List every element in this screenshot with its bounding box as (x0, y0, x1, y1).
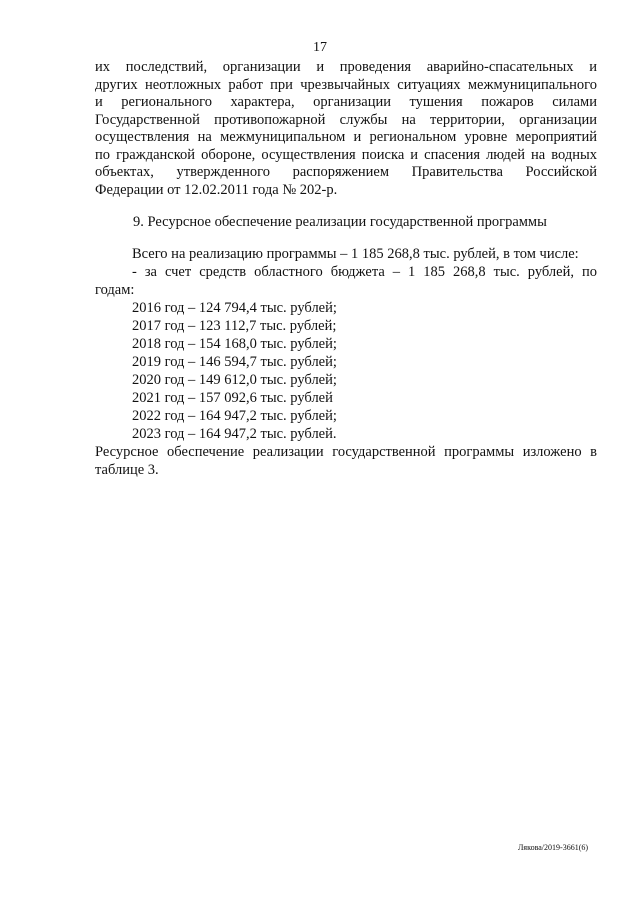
intro-line: других неотложных работ при чрезвычайных ситуациях межмуниципального (95, 76, 597, 93)
funding-total: Всего на реализацию программы – 1 185 268,8 тыс. рублей, в том числе: (132, 246, 579, 262)
year-item: 2021 год – 157 092,6 тыс. рублей (132, 390, 333, 406)
intro-line: по гражданской обороне, осуществления поиска и спасения людей на водных (95, 146, 597, 163)
intro-paragraph (95, 59, 597, 199)
year-item: 2018 год – 154 168,0 тыс. рублей; (132, 336, 337, 352)
intro-line: и регионального характера, организации тушения пожаров силами (95, 94, 597, 110)
intro-line: Государственной противопожарной службы на территории, организации (95, 111, 597, 128)
year-item: 2023 год – 164 947,2 тыс. рублей. (132, 426, 337, 442)
page-number: 17 (313, 40, 327, 55)
closing-line-continued: таблице 3. (95, 462, 159, 478)
intro-line: осуществления на межмуниципальном и региональном уровне мероприятий (95, 129, 597, 145)
year-item: 2017 год – 123 112,7 тыс. рублей; (132, 318, 337, 334)
section-heading: 9. Ресурсное обеспечение реализации государственной программы (133, 214, 547, 230)
year-item: 2019 год – 146 594,7 тыс. рублей; (132, 354, 337, 370)
year-list (95, 299, 597, 443)
year-item: 2022 год – 164 947,2 тыс. рублей; (132, 408, 337, 424)
funding-section (95, 245, 597, 479)
funding-regional-line: - за счет средств областного бюджета – 1 185 268,8 тыс. рублей, по (132, 264, 597, 280)
year-item: 2020 год – 149 612,0 тыс. рублей; (132, 372, 337, 388)
closing-line: Ресурсное обеспечение реализации государственной программы изложено в (95, 444, 597, 460)
intro-line: их последствий, организации и проведения аварийно-спасательных и (95, 59, 597, 75)
intro-line: Федерации от 12.02.2011 года № 202-р. (95, 181, 338, 198)
funding-regional-line-continued: годам: (95, 282, 135, 298)
year-item: 2016 год – 124 794,4 тыс. рублей; (132, 300, 337, 316)
intro-line: объектах, утвержденного распоряжением Правительства Российской (95, 164, 597, 180)
footer-reference: Лякова/2019-3661(6) (518, 843, 589, 852)
